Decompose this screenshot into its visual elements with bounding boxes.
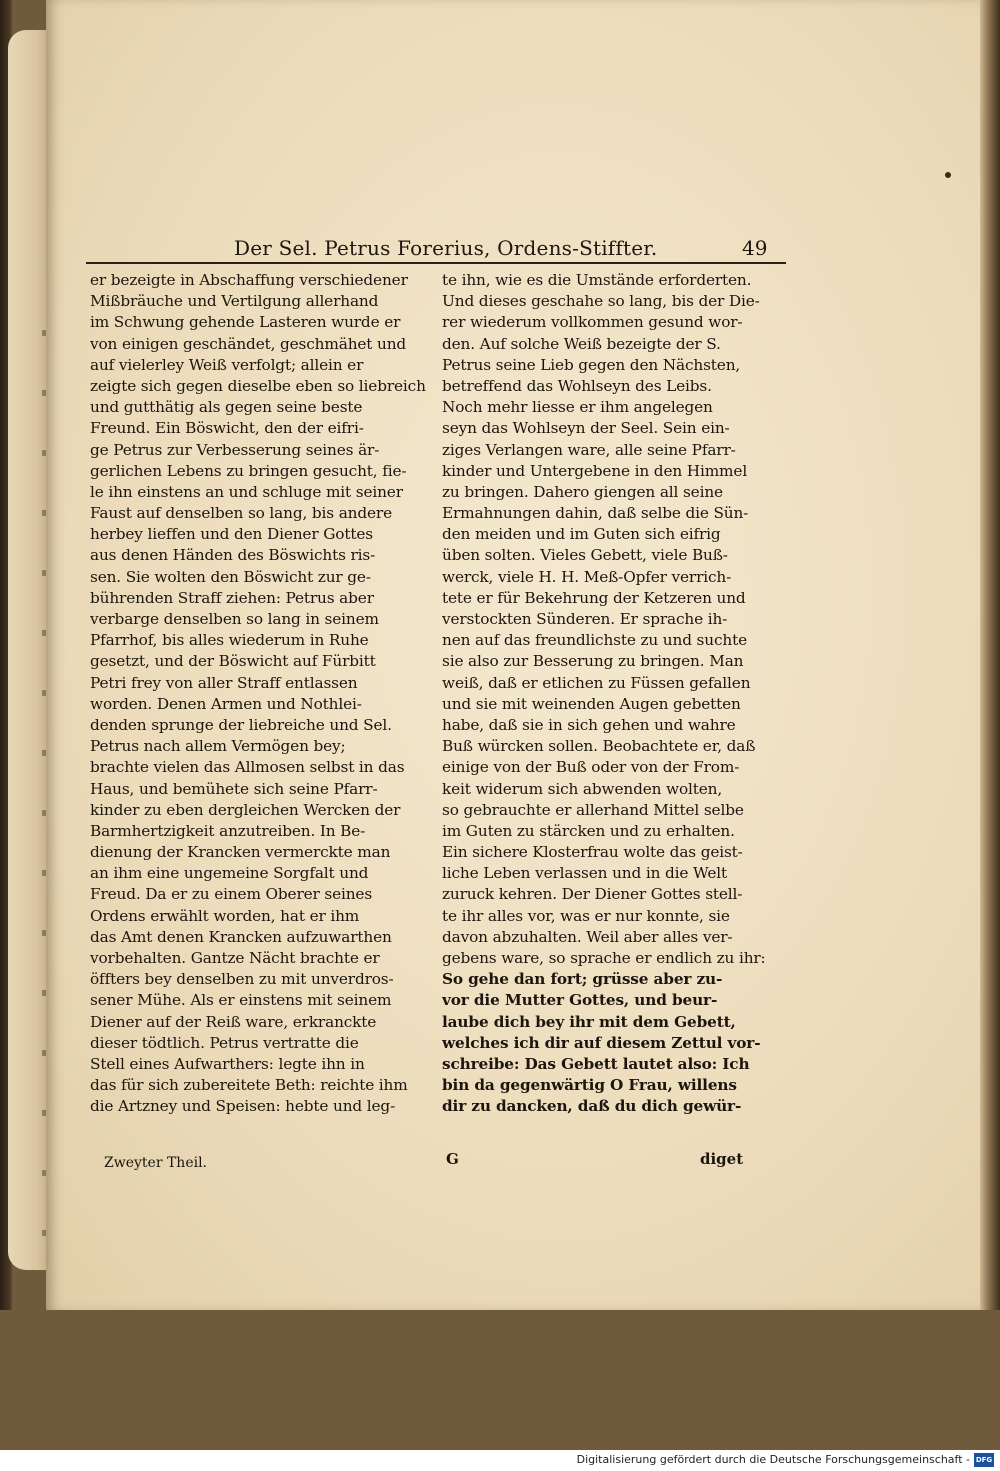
- text-line: vor die Mutter Gottes, und beur-: [442, 991, 718, 1010]
- text-line: Freud. Da er zu einem Oberer seines: [90, 885, 373, 904]
- text-line: die Artzney und Speisen: hebte und leg-: [90, 1097, 396, 1116]
- text-line: sie also zur Besserung zu bringen. Man: [442, 652, 744, 671]
- text-line: kinder und Untergebene in den Himmel: [442, 461, 748, 480]
- text-line: Ein sichere Klosterfrau wolte das geist-: [442, 843, 743, 862]
- text-line: kinder zu eben dergleichen Wercken der: [90, 800, 401, 819]
- digitization-note: Digitalisierung gefördert durch die Deutsche Forschungsgemeinschaft -: [576, 1453, 970, 1466]
- text-line: dir zu dancken, daß du dich gewür-: [442, 1097, 742, 1116]
- text-line: sener Mühe. Als er einstens mit seinem: [90, 991, 392, 1010]
- text-line: bührenden Straff ziehen: Petrus aber: [90, 588, 374, 607]
- text-line: denden sprunge der liebreiche und Sel.: [90, 715, 392, 734]
- text-line: Ermahnungen dahin, daß selbe die Sün-: [442, 504, 749, 523]
- text-line: öffters bey denselben zu mit unverdros-: [90, 970, 394, 989]
- text-line: dieser tödtlich. Petrus vertratte die: [90, 1033, 359, 1052]
- header-rule: [86, 262, 786, 264]
- text-column-right: [442, 270, 782, 1118]
- text-line: einige von der Buß oder von der From-: [442, 758, 740, 777]
- text-line: seyn das Wohlseyn der Seel. Sein ein-: [442, 419, 730, 438]
- text-line: den meiden und im Guten sich eifrig: [442, 525, 721, 544]
- text-line: rer wiederum vollkommen gesund wor-: [442, 313, 743, 332]
- text-line: vorbehalten. Gantze Nächt brachte er: [90, 949, 380, 967]
- text-line: im Schwung gehende Lasteren wurde er: [90, 313, 401, 332]
- text-line: welches ich dir auf diesem Zettul vor-: [442, 1033, 761, 1052]
- text-line: Pfarrhof, bis alles wiederum in Ruhe: [90, 631, 369, 650]
- text-line: im Guten zu stärcken und zu erhalten.: [442, 821, 735, 840]
- text-line: Diener auf der Reiß ware, erkranckte: [90, 1012, 377, 1031]
- text-line: das Amt denen Krancken aufzuwarthen: [90, 927, 392, 946]
- digitization-footer: [0, 1450, 1000, 1471]
- text-line: und gutthätig als gegen seine beste: [90, 398, 363, 417]
- text-line: das für sich zubereitete Beth: reichte ihm: [90, 1076, 408, 1095]
- page-number: 49: [742, 236, 768, 260]
- text-line: weiß, daß er etlichen zu Füssen gefallen: [442, 673, 751, 692]
- page-edge-right: [980, 0, 1000, 1310]
- text-line: brachte vielen das Allmosen selbst in das: [90, 758, 405, 777]
- text-line: herbey lieffen und den Diener Gottes: [90, 525, 373, 544]
- text-line: Haus, und bemühete sich seine Pfarr-: [90, 779, 378, 798]
- text-line: le ihn einstens an und schluge mit seiner: [90, 482, 403, 501]
- text-line: Petri frey von aller Straff entlassen: [90, 673, 358, 692]
- text-line: auf vielerley Weiß verfolgt; allein er: [90, 355, 364, 374]
- signature-mark: G: [446, 1150, 459, 1168]
- text-line: zuruck kehren. Der Diener Gottes stell-: [442, 885, 743, 904]
- text-line: Stell eines Aufwarthers: legte ihn in: [90, 1054, 365, 1073]
- text-line: von einigen geschändet, geschmähet und: [90, 334, 407, 353]
- text-line: Und dieses geschahe so lang, bis der Die-: [442, 292, 760, 311]
- text-line: Buß würcken sollen. Beobachtete er, daß: [442, 737, 756, 756]
- catchword: diget: [700, 1150, 744, 1168]
- text-line: keit widerum sich abwenden wolten,: [442, 779, 723, 798]
- text-line: gerlichen Lebens zu bringen gesucht, fie-: [90, 461, 407, 480]
- text-line: te ihn, wie es die Umstände erforderten.: [442, 271, 752, 289]
- text-line: gebens ware, so sprache er endlich zu ihr:: [442, 949, 766, 967]
- text-line: davon abzuhalten. Weil aber alles ver-: [442, 927, 733, 946]
- text-line: zu bringen. Dahero giengen all seine: [442, 482, 723, 501]
- text-line: Petrus nach allem Vermögen bey;: [90, 737, 346, 756]
- text-line: ziges Verlangen ware, alle seine Pfarr-: [442, 440, 736, 459]
- text-line: sen. Sie wolten den Böswicht zur ge-: [90, 567, 371, 586]
- text-line: tete er für Bekehrung der Ketzeren und: [442, 588, 746, 607]
- text-line: üben solten. Vieles Gebett, viele Buß-: [442, 546, 728, 565]
- text-line: so gebrauchte er allerhand Mittel selbe: [442, 800, 744, 819]
- scan-background: [0, 1310, 1000, 1450]
- text-line: ge Petrus zur Verbesserung seines är-: [90, 440, 380, 459]
- text-line: habe, daß sie in sich gehen und wahre: [442, 715, 736, 734]
- text-line: Ordens erwählt worden, hat er ihm: [90, 906, 360, 925]
- text-line: gesetzt, und der Böswicht auf Fürbitt: [90, 652, 376, 671]
- text-line: Petrus seine Lieb gegen den Nächsten,: [442, 355, 741, 374]
- text-line: an ihm eine ungemeine Sorgfalt und: [90, 864, 369, 883]
- text-line: er bezeigte in Abschaffung verschiedener: [90, 271, 408, 289]
- text-line: aus denen Händen des Böswichts ris-: [90, 546, 376, 565]
- text-line: werck, viele H. H. Meß-Opfer verrich-: [442, 567, 732, 586]
- text-line: So gehe dan fort; grüsse aber zu-: [442, 970, 723, 989]
- text-line: te ihr alles vor, was er nur konnte, sie: [442, 906, 730, 925]
- text-line: Faust auf denselben so lang, bis andere: [90, 504, 392, 523]
- text-line: Noch mehr liesse er ihm angelegen: [442, 398, 713, 417]
- text-line: Freund. Ein Böswicht, den der eifri-: [90, 419, 364, 438]
- text-line: nen auf das freundlichste zu und suchte: [442, 631, 747, 650]
- text-line: zeigte sich gegen dieselbe eben so liebreich: [90, 376, 426, 395]
- text-line: liche Leben verlassen und in die Welt: [442, 864, 727, 883]
- text-line: verbarge denselben so lang in seinem: [90, 610, 379, 628]
- signature-line: Zweyter Theil.: [104, 1155, 208, 1171]
- text-line: verstockten Sünderen. Er sprache ih-: [442, 610, 728, 628]
- dfg-logo-icon: DFG: [974, 1453, 994, 1467]
- text-column-left: [90, 270, 430, 1118]
- text-line: schreibe: Das Gebett lautet also: Ich: [442, 1054, 750, 1073]
- text-line: Mißbräuche und Vertilgung allerhand: [90, 292, 379, 311]
- text-line: bin da gegenwärtig O Frau, willens: [442, 1076, 737, 1095]
- text-line: betreffend das Wohlseyn des Leibs.: [442, 376, 712, 395]
- text-line: worden. Denen Armen und Nothlei-: [90, 694, 362, 713]
- text-line: und sie mit weinenden Augen gebetten: [442, 694, 741, 713]
- running-title: Der Sel. Petrus Forerius, Ordens-Stiffter.: [234, 236, 658, 260]
- pinhole-mark: [945, 172, 951, 178]
- text-line: dienung der Krancken vermerckte man: [90, 843, 391, 862]
- text-line: den. Auf solche Weiß bezeigte der S.: [442, 334, 721, 353]
- text-line: Barmhertzigkeit anzutreiben. In Be-: [90, 821, 366, 840]
- text-line: laube dich bey ihr mit dem Gebett,: [442, 1012, 736, 1031]
